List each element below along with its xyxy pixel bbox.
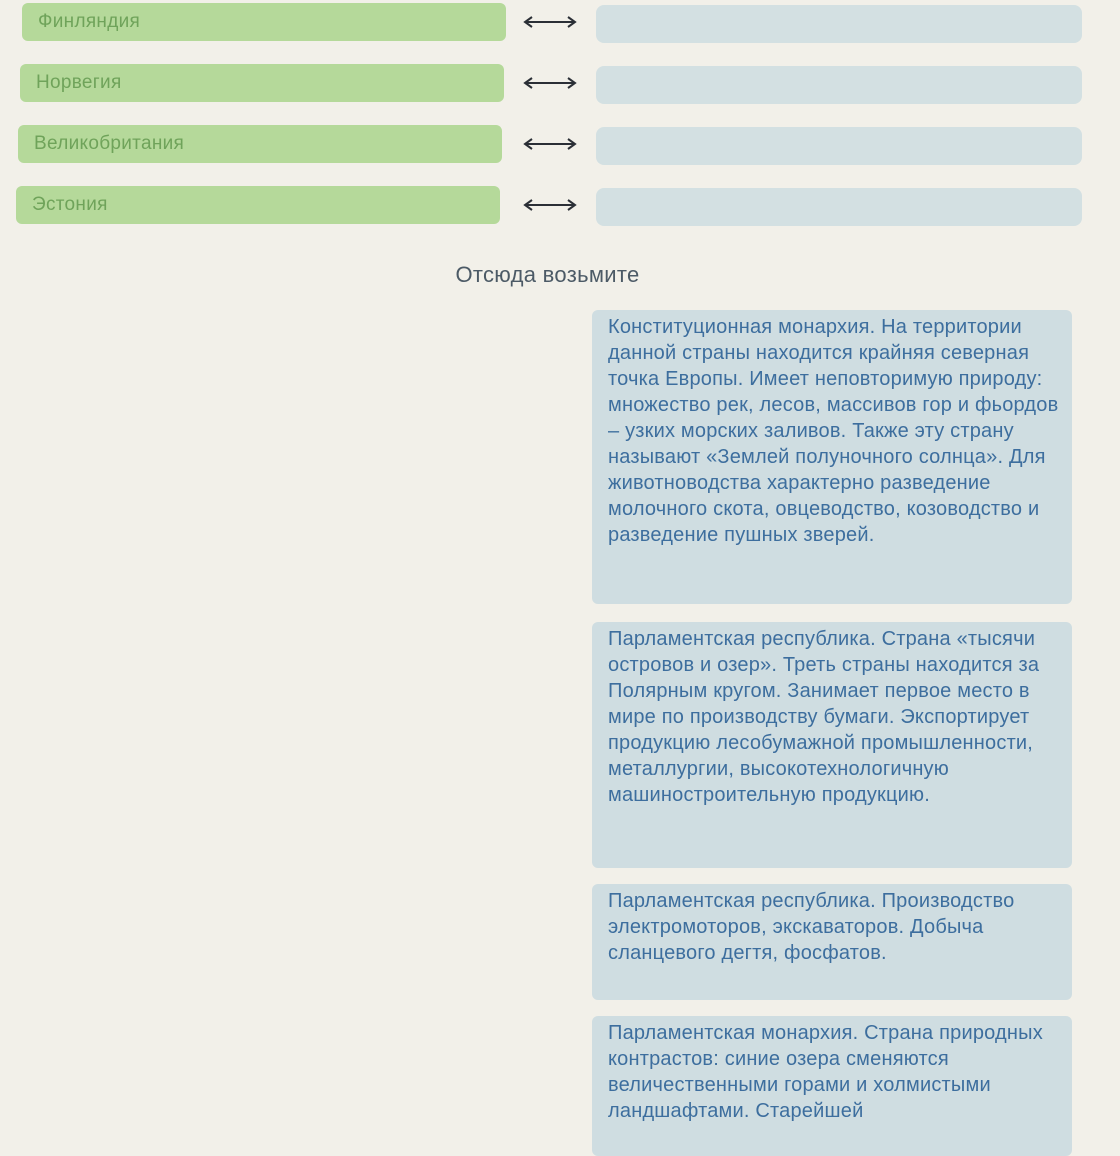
match-row-finland: [0, 3, 1120, 43]
drop-slot-finland[interactable]: [596, 5, 1082, 43]
answer-card-great-britain-description[interactable]: Парламентская монархия. Страна природных контрастов: синие озера сменяются величественными горами и холмистыми ландшафтами. Старейшей: [592, 1016, 1072, 1156]
country-great-britain[interactable]: Великобритания: [18, 125, 502, 163]
double-arrow-icon: [520, 11, 580, 33]
answer-card-estonia-description[interactable]: Парламентская республика. Производство электромоторов, экскаваторов. Добыча сланцевого дегтя, фосфатов.: [592, 884, 1072, 1000]
match-row-norway: [0, 64, 1120, 104]
double-arrow-icon: [520, 133, 580, 155]
answer-card-norway-description[interactable]: Конституционная монархия. На территории данной страны находится крайняя северная точка Европы. Имеет неповторимую природу: множество рек, лесов, массивов гор и фьордов – узких морских заливов. Также эту страну называют «Землей полуночного солнца». Для животноводства характерно разведение молочного скота, овцеводство, козоводство и разведение пушных зверей.: [592, 310, 1072, 604]
match-row-estonia: [0, 186, 1120, 226]
source-title: Отсюда возьмите: [455, 262, 640, 287]
country-norway[interactable]: Норвегия: [20, 64, 504, 102]
match-row-great-britain: [0, 125, 1120, 165]
answer-card-finland-description[interactable]: Парламентская республика. Страна «тысячи островов и озер». Треть страны находится за Полярным кругом. Занимает первое место в мире по производству бумаги. Экспортирует продукцию лесобумажной промышленности, металлургии, высокотехнологичную машиностроительную продукцию.: [592, 622, 1072, 868]
drop-slot-great-britain[interactable]: [596, 127, 1082, 165]
country-estonia[interactable]: Эстония: [16, 186, 500, 224]
drop-slot-norway[interactable]: [596, 66, 1082, 104]
double-arrow-icon: [520, 194, 580, 216]
drop-slot-estonia[interactable]: [596, 188, 1082, 226]
country-finland[interactable]: Финляндия: [22, 3, 506, 41]
double-arrow-icon: [520, 72, 580, 94]
